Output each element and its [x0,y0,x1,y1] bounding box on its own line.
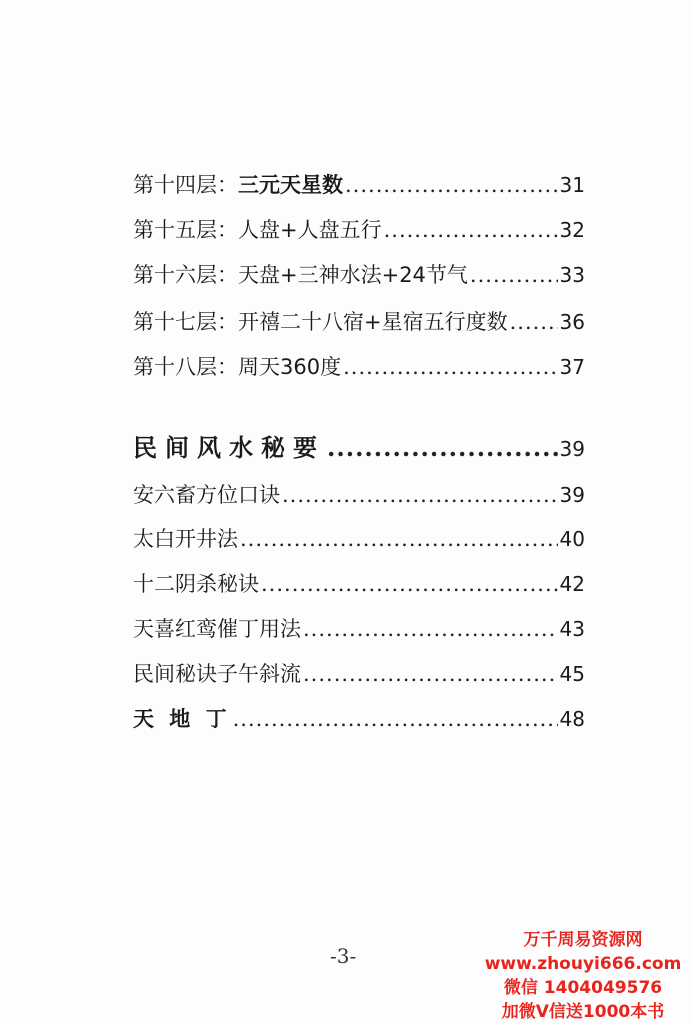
toc-item-page: 43 [559,617,585,641]
toc-item-title: 天 地 丁 [133,707,231,731]
toc-item [133,661,585,687]
toc-item-page: 40 [559,527,585,551]
toc-item [133,616,585,642]
toc-entry-page: 33 [559,263,585,287]
toc-item [133,706,585,732]
dot-leader [327,435,558,461]
toc-entry-page: 37 [559,355,585,379]
toc-entry-layer: 第十六层： [133,263,238,287]
toc-entry-page: 36 [559,310,585,334]
toc-entry-layer: 第十八层： [133,355,238,379]
dot-leader [384,217,558,243]
section-title: 民间风水秘要 [133,434,325,462]
toc-item-title: 民间秘诀子午斜流 [133,662,301,686]
dot-leader [510,309,558,335]
watermark-site-name: 万千周易资源网 [523,930,643,950]
dot-leader [343,354,557,380]
watermark [478,928,688,1024]
toc-entry-layer: 第十五层： [133,218,238,242]
toc-item [133,526,585,552]
toc-entry-title: 人盘+人盘五行 [238,218,382,242]
toc-item-page: 42 [559,572,585,596]
dot-leader [233,706,558,732]
dot-leader [303,661,558,687]
dot-leader [282,482,558,508]
toc-entry-page: 32 [559,218,585,242]
watermark-promo: 加微V信送1000本书 [501,1002,665,1022]
toc-entry-title: 周天360度 [238,355,342,379]
toc-entry-14 [133,172,585,198]
dot-leader [470,262,558,288]
toc-item-title: 天喜红鸾催丁用法 [133,617,301,641]
toc-item-page: 45 [559,662,585,686]
toc-entry-title: 开禧二十八宿+星宿五行度数 [238,310,508,334]
toc-item-title: 太白开井法 [133,527,238,551]
toc-item [133,482,585,508]
toc-entry-17 [133,309,585,335]
toc-item-page: 39 [559,483,585,507]
dot-leader [240,526,558,552]
watermark-wechat: 微信 1404049576 [503,978,663,998]
toc-entry-layer: 第十七层： [133,310,238,334]
dot-leader [345,172,558,198]
toc-entry-16 [133,262,585,288]
toc-item-page: 48 [559,707,585,731]
toc-entry-page: 31 [559,173,585,197]
dot-leader [261,571,558,597]
dot-leader [303,616,558,642]
watermark-url: www.zhouyi666.com [484,954,682,974]
toc-section-heading [133,435,585,462]
toc-entry-layer: 第十四层： [133,173,238,197]
section-page: 39 [559,437,585,461]
toc-entry-18 [133,354,585,380]
page-number: -3- [330,944,357,968]
toc-entry-15 [133,217,585,243]
toc-item-title: 十二阴杀秘诀 [133,572,259,596]
toc-item [133,571,585,597]
toc-entry-title: 三元天星数 [238,173,343,197]
toc-item-title: 安六畜方位口诀 [133,483,280,507]
toc-entry-title: 天盘+三神水法+24节气 [238,263,468,287]
